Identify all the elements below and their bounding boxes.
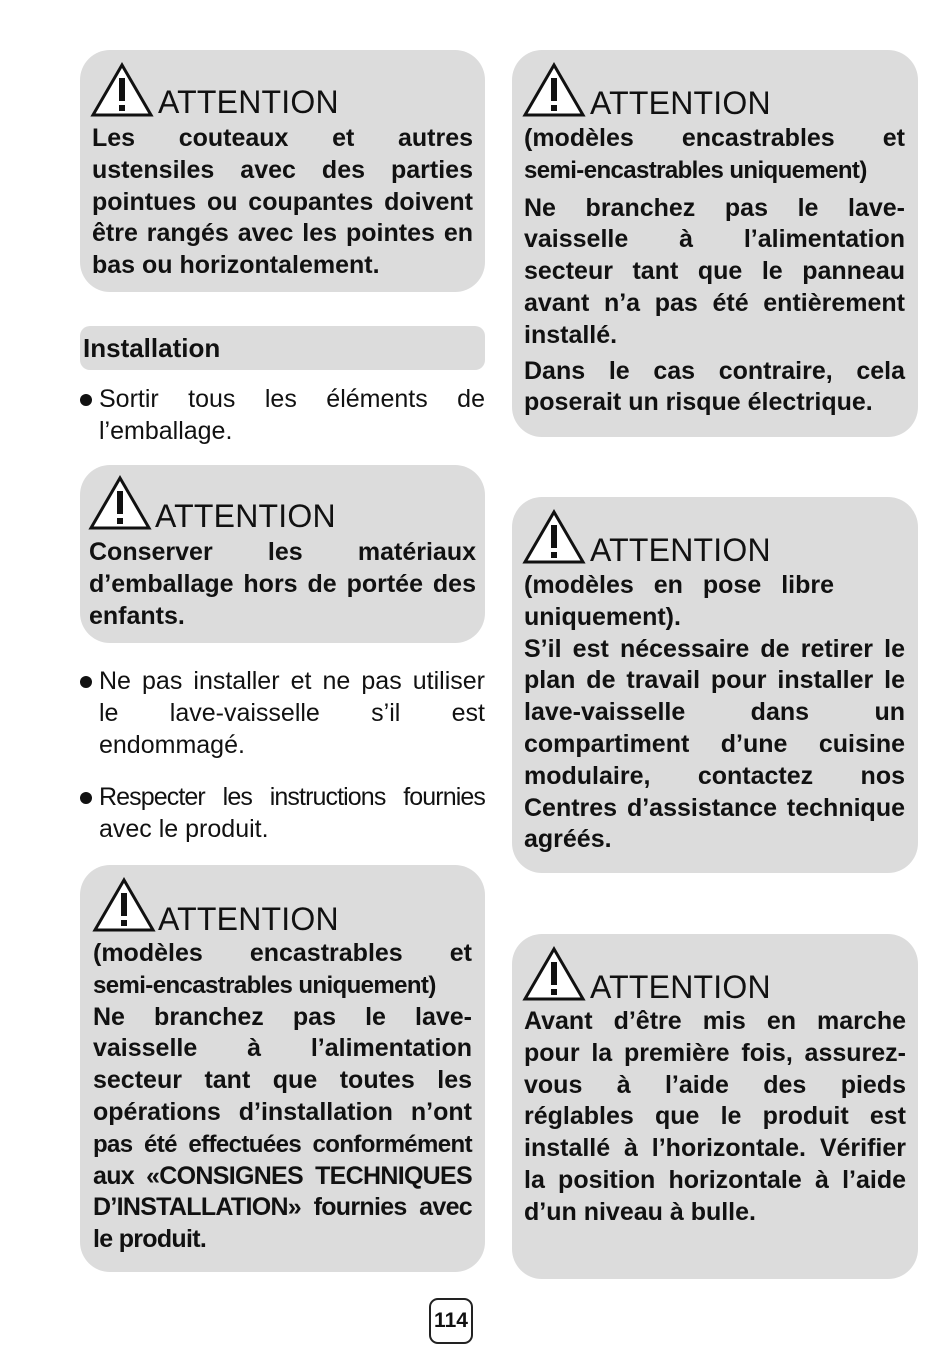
warning-text xyxy=(93,938,472,1256)
list-item-line: avec le produit. xyxy=(99,815,269,843)
warning-triangle-icon xyxy=(90,62,154,118)
warning-text xyxy=(524,570,905,856)
bullet-dot-icon xyxy=(80,792,92,804)
list-item-text: Sortir tous les éléments de l’emballage. xyxy=(99,385,485,445)
warning-paragraph: Ne branchez pas le lave-vaisselle à l’alimentation secteur tant que toutes les opérations d’installation n’ont xyxy=(93,1002,472,1126)
warning-subtitle: semi-encastrables uniquement) xyxy=(524,156,867,184)
warning-paragraph: S’il est nécessaire de retirer le plan de travail pour installer le lave-vaisselle dans un compartiment d’une cuisine modulaire, contactez nos Centres d’assistance technique agréés. xyxy=(524,634,905,854)
section-heading-bar xyxy=(80,326,485,370)
warning-title: ATTENTION xyxy=(590,532,771,568)
warning-subtitle: (modèles en pose libre uniquement). xyxy=(524,571,834,631)
warning-title: ATTENTION xyxy=(158,901,339,937)
bullet-dot-icon xyxy=(80,676,92,688)
warning-title: ATTENTION xyxy=(590,85,771,121)
warning-paragraph: pas été effectuées conformément xyxy=(93,1130,472,1158)
warning-box-worktop xyxy=(512,497,918,873)
warning-triangle-icon xyxy=(88,475,152,531)
warning-text xyxy=(92,123,473,282)
warning-paragraph: Dans le cas contraire, cela poserait un risque électrique. xyxy=(524,356,905,417)
list-item-text xyxy=(99,781,485,845)
section-title: Installation xyxy=(83,333,221,363)
warning-title: ATTENTION xyxy=(155,498,336,534)
list-item xyxy=(80,665,485,761)
list-item-line: Respecter les instructions fournies xyxy=(99,783,485,811)
warning-title: ATTENTION xyxy=(158,84,339,120)
warning-box-knives xyxy=(80,50,485,292)
warning-text xyxy=(524,123,905,419)
warning-triangle-icon xyxy=(522,509,586,565)
warning-subtitle: (modèles encastrables et xyxy=(93,939,472,967)
list-item xyxy=(80,383,485,447)
warning-text xyxy=(89,537,476,632)
list-item-text: Ne pas installer et ne pas utiliser le lave-vaisselle s’il est endommagé. xyxy=(99,667,485,759)
bullet-dot-icon xyxy=(80,394,92,406)
list-item xyxy=(80,781,485,845)
warning-paragraph: Ne branchez pas le lave-vaisselle à l’alimentation secteur tant que le panneau avant n’a pas été entièrement installé. xyxy=(524,193,905,349)
page-number: 114 xyxy=(429,1298,473,1344)
warning-paragraph: Les couteaux et autres ustensiles avec des parties pointues ou coupantes doivent être rangés avec les pointes en bas ou horizontalement. xyxy=(92,124,473,280)
warning-subtitle: (modèles encastrables et xyxy=(524,124,905,152)
warning-title: ATTENTION xyxy=(590,969,771,1005)
warning-box-levelling xyxy=(512,934,918,1279)
warning-triangle-icon xyxy=(522,946,586,1002)
warning-paragraph: Conserver les matériaux d’emballage hors de portée des enfants. xyxy=(89,538,476,630)
warning-box-front-panel xyxy=(512,50,918,437)
warning-subtitle: semi-encastrables uniquement) xyxy=(93,971,436,999)
warning-paragraph: aux «CONSIGNES TECHNIQUES D’INSTALLATION» fournies avec le produit. xyxy=(93,1161,472,1254)
warning-box-installation xyxy=(80,865,485,1272)
warning-triangle-icon xyxy=(522,62,586,118)
warning-triangle-icon xyxy=(92,877,156,933)
warning-box-packaging xyxy=(80,465,485,643)
warning-paragraph: Avant d’être mis en marche pour la première fois, assurez-vous à l’aide des pieds réglables que le produit est installé à l’horizontale. Vérifier la position horizontale à l’aide d’un niveau à bulle. xyxy=(524,1007,906,1226)
warning-text xyxy=(524,1006,906,1229)
